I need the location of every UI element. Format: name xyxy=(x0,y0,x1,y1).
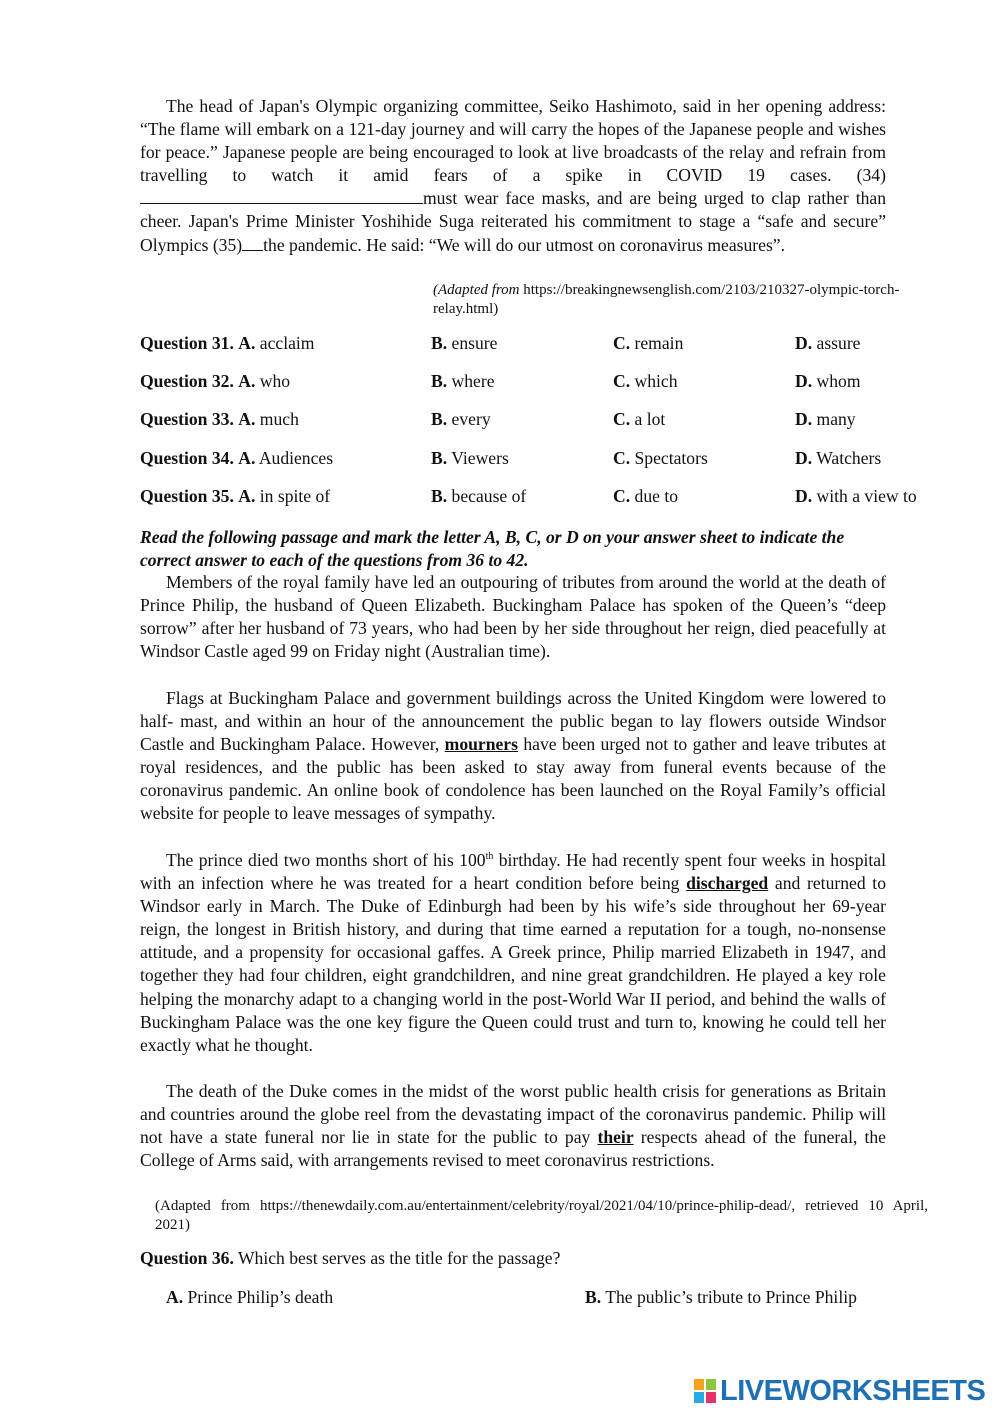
passage2-source: (Adapted from https://thenewdaily.com.au/entertainment/celebrity/royal/2021/04/10/prince-philip-dead/, retrieved 10 April, 2021) xyxy=(155,1198,928,1233)
option-b[interactable]: Viewers xyxy=(451,448,509,468)
question-36: Question 36. Which best serves as the title for the passage? xyxy=(140,1248,561,1268)
option-d[interactable]: assure xyxy=(816,333,861,353)
passage1-text: The head of Japan's Olympic organizing committee, Seiko Hashimoto, said in her opening address: “The flame will embark on a 121-day journey and will carry the hopes of the Japanese people and wishes for peace.” Japanese people are being encouraged to look at live broadcasts of the relay and refrain from travelling to watch it amid fears of a spike in COVID 19 cases. (34)must wear face masks, and are being urged to clap rather than cheer. Japan's Prime Minister Yoshihide Suga reiterated his commitment to stage a “safe and secure” Olympics (35) the pandemic. He said: “We will do our utmost on coronavirus measures”. xyxy=(140,96,886,255)
blank-34[interactable] xyxy=(140,188,423,204)
question-31: Question 31. A. acclaim B. ensure C. remain D. assure xyxy=(140,333,861,353)
option-b[interactable]: The public’s tribute to Prince Philip xyxy=(605,1287,857,1307)
option-a[interactable]: acclaim xyxy=(259,333,315,353)
question-33: Question 33. A. much B. every C. a lot D. many xyxy=(140,409,856,429)
option-c[interactable]: a lot xyxy=(634,409,666,429)
option-a[interactable]: much xyxy=(259,409,299,429)
passage1-source: (Adapted from https://breakingnewsenglish.com/2103/210327-olympic-torch-relay.html) xyxy=(433,282,900,317)
option-b[interactable]: because of xyxy=(451,486,527,506)
blank-35[interactable] xyxy=(242,235,263,251)
passage2-para1: Members of the royal family have led an outpouring of tributes from around the world at the death of Prince Philip, the husband of Queen Elizabeth. Buckingham Palace has spoken of the Queen’s “deep sorrow” after her husband of 73 years, who had been by her side throughout her reign, died peacefully at Windsor Castle aged 99 on Friday night (Australian time). xyxy=(140,572,886,662)
option-d[interactable]: many xyxy=(816,409,856,429)
option-c[interactable]: remain xyxy=(634,333,684,353)
logo-text: LIVEWORKSHEETS xyxy=(720,1374,986,1407)
liveworksheets-icon xyxy=(693,1378,717,1404)
instruction-heading: Read the following passage and mark the letter A, B, C, or D on your answer sheet to indicate the correct answer to each of the questions from 36 to 42. xyxy=(140,527,845,571)
question-34: Question 34. A. Audiences B. Viewers C. Spectators D. Watchers xyxy=(140,448,882,468)
option-c[interactable]: Spectators xyxy=(634,448,708,468)
liveworksheets-logo[interactable] xyxy=(693,1374,985,1408)
option-d[interactable]: with a view to xyxy=(816,486,917,506)
option-a[interactable]: Audiences xyxy=(258,448,334,468)
option-c[interactable]: due to xyxy=(634,486,679,506)
option-a[interactable]: who xyxy=(259,371,291,391)
option-d[interactable]: Watchers xyxy=(816,448,882,468)
option-b[interactable]: ensure xyxy=(451,333,498,353)
question-32: Question 32. A. who B. where C. which D. whom xyxy=(140,371,861,391)
highlight-discharged: discharged xyxy=(686,873,769,894)
option-a[interactable]: Prince Philip’s death xyxy=(187,1287,334,1307)
option-a[interactable]: in spite of xyxy=(259,486,331,506)
passage2-para3: The prince died two months short of his 100th birthday. He had recently spent four weeks in hospital with an infection where he was treated for a heart condition before being discharged and returned to Windsor early in March. The Duke of Edinburgh had been by his wife’s side throughout her 69-year reign, the longest in British history, and during that time earned a reputation for a tough, no-nonsense attitude, and a propensity for occasional gaffes. A Greek prince, Philip married Elizabeth in 1947, and together they had four children, eight grandchildren, and nine great grandchildren. He played a key role helping the monarchy adapt to a changing world in the post-World War II period, and behind the walls of Buckingham Palace was the one key figure the Queen could trust and turn to, knowing he could tell her exactly what he thought. xyxy=(140,850,886,1055)
highlight-their: their xyxy=(597,1127,634,1148)
option-b[interactable]: where xyxy=(451,371,495,391)
passage2-para2: Flags at Buckingham Palace and government buildings across the United Kingdom were lowered to half- mast, and within an hour of the announcement the public began to lay flowers outside Windsor Castle and Buckingham Palace. However, mourners have been urged not to gather and leave tributes at royal residences, and the public has been asked to stay away from funeral events because of the coronavirus pandemic. An online book of condolence has been launched on the Royal Family’s official website for people to leave messages of sympathy. xyxy=(140,688,887,824)
option-c[interactable]: which xyxy=(634,371,678,391)
question-35: Question 35. A. in spite of B. because of C. due to D. with a view to xyxy=(140,486,917,506)
option-b[interactable]: every xyxy=(451,409,491,429)
option-d[interactable]: whom xyxy=(816,371,861,391)
passage2-para4: The death of the Duke comes in the midst of the worst public health crisis for generations as Britain and countries around the globe reel from the devastating impact of the coronavirus pandemic. Philip will not have a state funeral nor lie in state for the public to pay their respects ahead of the funeral, the College of Arms said, with arrangements revised to meet coronavirus restrictions. xyxy=(140,1081,886,1171)
highlight-mourners: mourners xyxy=(444,734,518,755)
question-36-options: A. Prince Philip’s death B. The public’s tribute to Prince Philip xyxy=(166,1287,857,1307)
